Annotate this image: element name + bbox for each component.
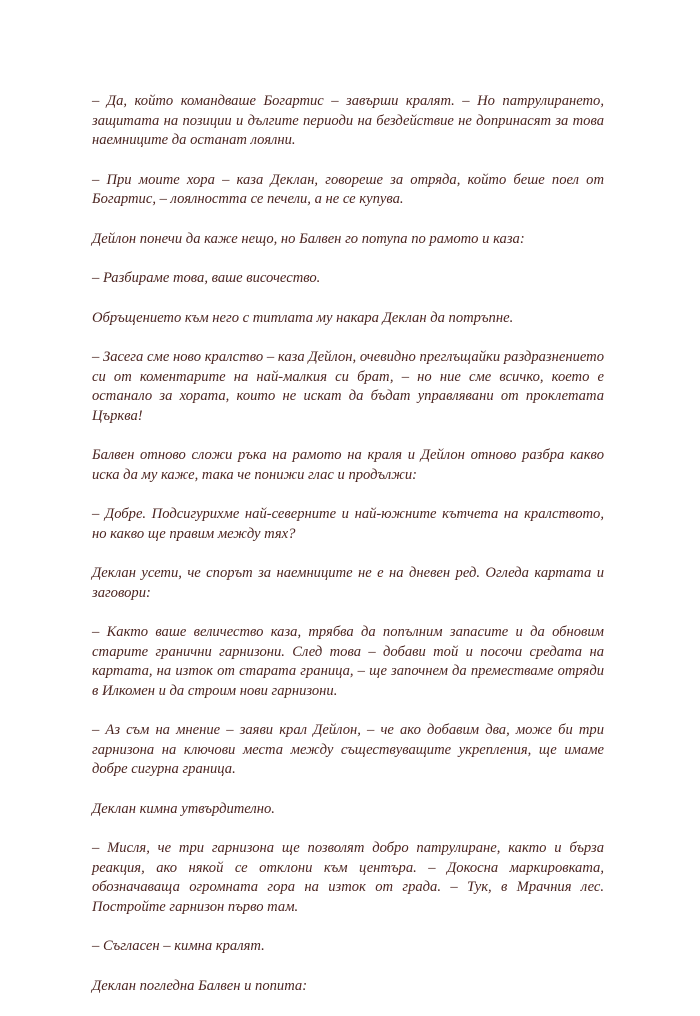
- paragraph-3: Дейлон понечи да каже нещо, но Балвен го потупа по рамото и каза:: [92, 230, 525, 247]
- paragraph-14: – Съгласен – кимна кралят.: [92, 938, 265, 954]
- paragraph-2: – При моите хора – каза Деклан, говореше за отряда, който беше поел от Богартис, – лоялността се печели, а не се купува.: [92, 171, 604, 207]
- paragraph-7: Балвен отново сложи ръка на рамото на краля и Дейлон отново разбра какво иска да му каже, така че понижи глас и продължи:: [92, 447, 604, 483]
- paragraph-11: – Аз съм на мнение – заяви крал Дейлон, – че ако добавим два, може би три гарнизона на ключови места между съществуващите укрепления, ще имаме добре сигурна граница.: [92, 722, 604, 777]
- paragraph-6: – Засега сме ново кралство – каза Дейлон, очевидно преглъщайки раздразнението си от коментарите на най-малкия си брат, – но ние сме всичко, което е останало за хората, които не искат да бъдат управлявани от проклетата Църква!: [92, 349, 604, 424]
- paragraph-4: – Разбираме това, ваше височество.: [92, 270, 321, 286]
- paragraph-5: Обръщението към него с титлата му накара Деклан да потръпне.: [92, 309, 514, 326]
- paragraph-10: – Както ваше величество каза, трябва да попълним запасите и да обновим старите гранични гарнизони. След това – добави той и посочи средата на картата, на изток от старата граница, – ще започнем да преместваме отряди в Илкомен и да строим нови гарнизони.: [92, 624, 604, 699]
- paragraph-13: – Мисля, че три гарнизона ще позволят добро патрулиране, както и бърза реакция, ако някой се отклони към центъра. – Докосна маркировката, обозначаваща огромната гора на изток от града. – Тук, в Мрачния лес. Постройте гарнизон първо там.: [92, 840, 604, 915]
- paragraph-12: Деклан кимна утвърдително.: [92, 800, 275, 817]
- paragraph-8: – Добре. Подсигурихме най-северните и най-южните кътчета на кралството, но какво ще правим между тях?: [92, 506, 604, 542]
- paragraph-9: Деклан усети, че спорът за наемниците не е на дневен ред. Огледа картата и заговори:: [92, 565, 604, 601]
- paragraph-15: Деклан погледна Балвен и попита:: [92, 977, 308, 994]
- paragraph-1: – Да, който командваше Богартис – завърши кралят. – Но патрулирането, защитата на позиции и дългите периоди на бездействие не допринасят за това наемниците да останат лоялни.: [92, 93, 604, 148]
- text-column: [92, 92, 604, 1016]
